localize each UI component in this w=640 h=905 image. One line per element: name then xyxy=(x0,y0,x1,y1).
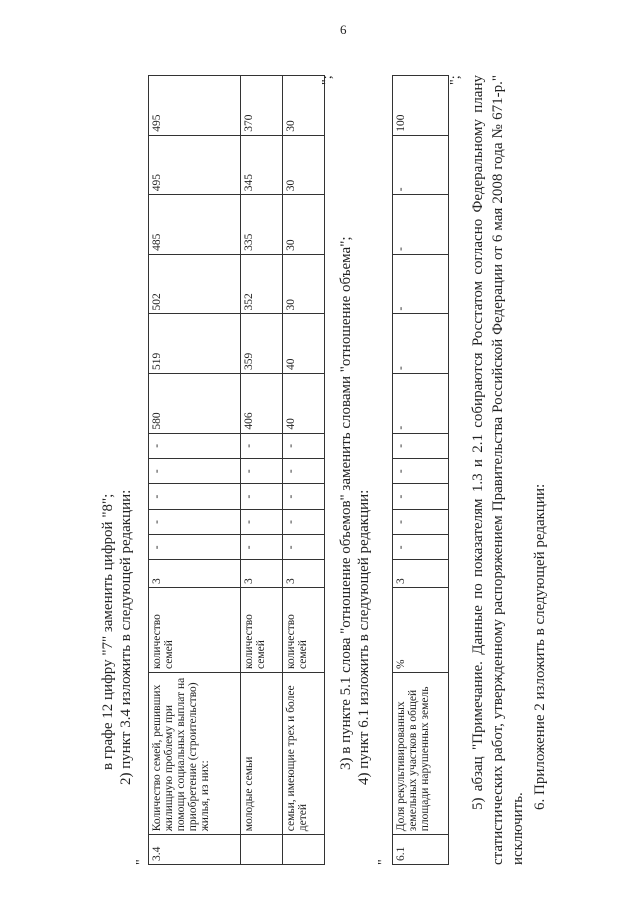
cell-value: - xyxy=(393,135,449,195)
paragraph-item5: 5) абзац "Примечание. Данные по показателям 1.3 и 2.1 собираются Росстатом согласно Федеральному плану статистических работ, утвержденному распоряжением Правительства Российской Федерации от 6 мая 2008 года № 671-р." исключить. xyxy=(470,75,526,865)
cell-value: 30 xyxy=(283,254,325,314)
cell-unit: количество семей xyxy=(283,588,325,673)
cell-value: 495 xyxy=(149,76,241,136)
quote-open: " xyxy=(376,859,391,865)
cell-value: 370 xyxy=(241,76,283,136)
cell-value: 359 xyxy=(241,314,283,374)
quote-open: " xyxy=(134,859,149,865)
table-row xyxy=(393,76,449,865)
text-line-item4: 4) пункт 6.1 изложить в следующей редакции: xyxy=(356,489,372,785)
cell-value: - xyxy=(149,484,241,509)
cell-value: 100 xyxy=(393,76,449,136)
cell-value: - xyxy=(241,484,283,509)
cell-value: 580 xyxy=(149,374,241,434)
page-number: 6 xyxy=(340,22,347,37)
cell-value: 406 xyxy=(241,374,283,434)
cell-indicator-name: семьи, имеющие трех и более детей xyxy=(283,673,325,835)
cell-value: - xyxy=(393,535,449,560)
cell-value: - xyxy=(393,484,449,509)
cell-value: - xyxy=(283,433,325,458)
cell-indicator-name: молодые семьи xyxy=(241,673,283,835)
cell-value: - xyxy=(393,374,449,434)
cell-unit: % xyxy=(393,588,449,673)
quote-close: "; xyxy=(320,75,335,85)
rotated-content xyxy=(100,65,620,865)
cell-value: - xyxy=(393,314,449,374)
cell-value: 485 xyxy=(149,195,241,255)
text-line-item2: 2) пункт 3.4 изложить в следующей редакции: xyxy=(118,489,134,785)
cell-value: - xyxy=(149,433,241,458)
cell-base: 3 xyxy=(149,560,241,588)
cell-indicator-name: Доля рекультивированных земельных участков в общей площади нарушенных земель xyxy=(393,673,449,835)
cell-value: - xyxy=(393,509,449,534)
cell-number: 3.4 xyxy=(149,835,241,865)
cell-value: 40 xyxy=(283,374,325,434)
cell-number: 6.1 xyxy=(393,835,449,865)
cell-number xyxy=(241,835,283,865)
text-line-item6: 6. Приложение 2 изложить в следующей редакции: xyxy=(532,483,548,810)
cell-value: 352 xyxy=(241,254,283,314)
table-row xyxy=(283,76,325,865)
cell-value: - xyxy=(241,433,283,458)
cell-value: 30 xyxy=(283,76,325,136)
cell-value: - xyxy=(393,458,449,483)
cell-value: - xyxy=(149,458,241,483)
cell-value: 30 xyxy=(283,195,325,255)
cell-value: - xyxy=(283,509,325,534)
cell-value: 495 xyxy=(149,135,241,195)
quote-close: "; xyxy=(448,75,463,85)
cell-indicator-name: Количество семей, решивших жилищную проблему при помощи социальных выплат на приобретение (строительство) жилья, из них: xyxy=(149,673,241,835)
cell-value: - xyxy=(283,458,325,483)
cell-value: - xyxy=(393,195,449,255)
cell-base: 3 xyxy=(283,560,325,588)
cell-value: 345 xyxy=(241,135,283,195)
cell-value: - xyxy=(393,433,449,458)
cell-value: 335 xyxy=(241,195,283,255)
table-3-4 xyxy=(148,75,325,865)
cell-value: - xyxy=(241,458,283,483)
cell-unit: количество семей xyxy=(149,588,241,673)
table-6-1 xyxy=(392,75,449,865)
cell-unit: количество семей xyxy=(241,588,283,673)
table-row xyxy=(241,76,283,865)
cell-base: 3 xyxy=(241,560,283,588)
cell-value: - xyxy=(149,509,241,534)
cell-number xyxy=(283,835,325,865)
cell-value: 40 xyxy=(283,314,325,374)
cell-value: - xyxy=(283,484,325,509)
cell-base: 3 xyxy=(393,560,449,588)
cell-value: - xyxy=(393,254,449,314)
cell-value: - xyxy=(149,535,241,560)
text-line-item3: 3) в пункте 5.1 слова "отношение объемов" заменить словами "отношение объема"; xyxy=(338,236,354,770)
cell-value: 519 xyxy=(149,314,241,374)
cell-value: - xyxy=(283,535,325,560)
cell-value: 502 xyxy=(149,254,241,314)
table-row xyxy=(149,76,241,865)
cell-value: - xyxy=(241,535,283,560)
cell-value: - xyxy=(241,509,283,534)
cell-value: 30 xyxy=(283,135,325,195)
text-line-graph12: в графе 12 цифру "7" заменить цифрой "8"; xyxy=(100,493,116,770)
